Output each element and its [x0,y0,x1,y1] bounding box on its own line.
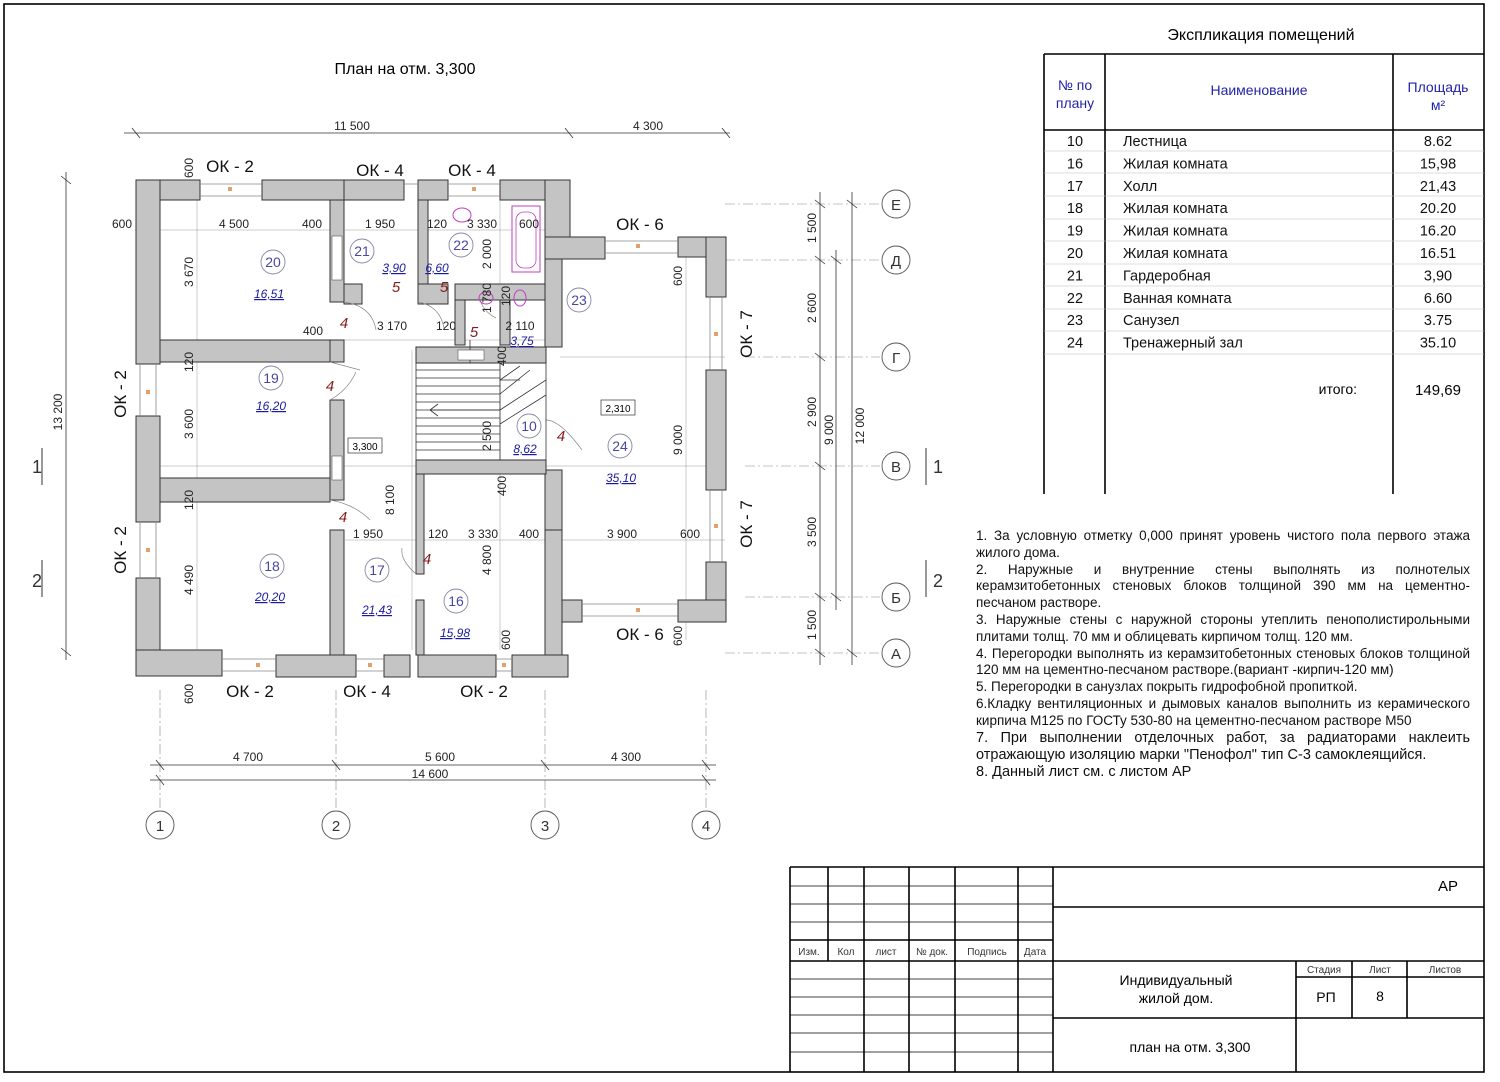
dim-4500: 4 500 [218,217,250,231]
door-mark-4-d: 4 [422,551,432,568]
room-area-24: 35,10 [605,471,637,485]
axis-label-4: 4 [701,818,711,835]
room-area-18: 20,20 [254,590,286,604]
dim-3330-b: 3 330 [467,527,499,541]
level-mark-3300: 3,300 [352,442,378,453]
explication-row-num: 21 [1066,268,1084,285]
axis-label-1: 1 [155,818,165,835]
table-header-num-line2: плану [1055,95,1095,111]
dim-1780: 1 780 [480,282,494,314]
dim-120-v3: 120 [499,285,513,307]
dim-400-c: 400 [518,527,540,541]
explication-row-num: 22 [1066,290,1084,307]
dim-right-9000: 9 000 [822,414,836,446]
door-mark-5-a: 5 [391,279,401,296]
dim-left-13200: 13 200 [51,393,65,431]
explication-row-name: Жилая комната [1123,246,1228,262]
dim-3900: 3 900 [606,527,638,541]
tb-object-line1: Индивидуальный [1119,972,1233,988]
dim-right-12000: 12 000 [853,407,867,445]
dim-3600: 3 600 [182,408,196,440]
explication-title: Экспликация помещений [1167,27,1355,44]
room-num-19: 19 [263,370,279,386]
explication-row-name: Ванная комната [1123,290,1232,307]
dim-120-v2: 120 [182,489,196,511]
room-area-20: 16,51 [253,287,285,301]
dim-120-c: 120 [427,527,449,541]
section-mark-1-left: 1 [31,457,43,477]
door-mark-5-c: 5 [469,324,479,341]
dim-bot-4700: 4 700 [232,750,264,764]
section-mark-2-right: 2 [932,571,944,591]
room-num-18: 18 [264,558,280,574]
dim-8100: 8 100 [383,484,397,516]
tb-sheet-name: план на отм. 3,300 [1129,1039,1251,1055]
explication-row-num: 24 [1066,335,1084,352]
window-label-ok4-top-a: ОК - 4 [356,161,404,180]
tb-col-ndok: № док. [915,947,949,958]
dim-3170: 3 170 [376,319,408,333]
room-num-10: 10 [521,418,537,434]
explication-row-num: 16 [1066,156,1084,173]
tb-stage-label: Стадия [1306,965,1342,976]
dim-600-top: 600 [182,157,196,179]
dim-600-v-bot: 600 [671,625,685,647]
total-label: итого: [1318,381,1357,397]
tb-code: АР [1437,878,1459,895]
room-area-19: 16,20 [255,399,287,413]
explication-row-area: 16.20 [1419,223,1457,240]
room-num-24: 24 [612,438,628,454]
window-label-ok4-bot: ОК - 4 [343,682,391,701]
room-num-20: 20 [265,254,281,270]
dim-top-11500: 11 500 [334,119,370,133]
door-mark-4-e: 4 [556,428,566,445]
explication-row-name: Жилая комната [1123,223,1228,240]
windows [140,184,722,671]
room-area-16: 15,98 [439,626,471,640]
dim-600-c: 600 [679,527,701,541]
room-area-10: 8,62 [513,442,537,456]
dim-120-b: 120 [435,319,457,333]
explication-row-num: 10 [1066,134,1084,150]
dim-600-b: 600 [518,217,540,231]
dim-4800: 4 800 [480,544,494,576]
window-label-ok6-top: ОК - 6 [616,215,664,234]
outer-dim-lines [61,128,857,785]
door-mark-4-b: 4 [325,378,335,395]
explication-row-name: Гардеробная [1123,268,1211,285]
explication-row-num: 20 [1066,246,1084,262]
dim-2000: 2 000 [480,238,494,270]
dim-400-v2: 400 [495,475,509,497]
window-label-ok2-bot-a: ОК - 2 [226,682,274,701]
tb-col-izm: Изм. [798,947,820,958]
dim-right-2900: 2 900 [805,396,819,428]
explication-row-area: 35.10 [1419,335,1457,352]
dim-600-v-top: 600 [671,265,685,287]
tb-sheet-label: Лист [1369,965,1391,976]
explication-row-name: Санузел [1123,313,1180,330]
dim-9000-inner: 9 000 [671,424,685,456]
table-header-area-line1: Площадь [1407,79,1469,95]
room-area-17: 21,43 [361,603,393,617]
note-3: 3. Наружные стены с наружной стороны утеплить пенополистирольными плитами толщ. 70 мм и облицевать кирпичом толщ. 120 мм. [976,611,1470,644]
room-num-17: 17 [369,562,385,578]
dim-2500: 2 500 [480,420,494,452]
dim-2110: 2 110 [505,319,535,333]
total-value: 149,69 [1415,382,1461,399]
axis-label-2: 2 [331,818,341,835]
axis-label-e: Е [890,197,902,214]
dim-right-3500: 3 500 [805,516,819,548]
section-mark-1-right: 1 [932,457,944,477]
window-labels [111,157,756,701]
window-label-ok2-top: ОК - 2 [206,157,254,176]
dim-bot-4300: 4 300 [610,750,642,764]
window-label-ok2-left-a: ОК - 2 [111,370,130,418]
room-area-21: 3,90 [382,261,406,275]
door-mark-4-c: 4 [338,509,348,526]
explication-row-area: 3,90 [1423,268,1453,285]
dim-400-b: 400 [302,324,324,338]
axis-label-a: А [890,646,902,663]
title-block [790,867,1484,1072]
table-header-area-line2: м² [1430,97,1446,113]
tb-sheets-label: Листов [1428,965,1462,976]
plan-title: План на отм. 3,300 [334,61,476,78]
window-label-ok7-b: ОК - 7 [737,500,756,548]
room-num-21: 21 [354,243,370,259]
explication-row-num: 19 [1066,223,1084,240]
dim-3330-a: 3 330 [466,217,498,231]
tb-sheet-no: 8 [1376,988,1384,1004]
axis-label-d: Д [890,253,902,270]
explication-row-area: 15,98 [1419,156,1457,173]
explication-table [1044,27,1484,494]
dim-120-a: 120 [426,217,448,231]
door-mark-5-b: 5 [439,279,449,296]
explication-row-name: Лестница [1123,134,1187,150]
door-mark-4-a: 4 [339,315,349,332]
window-label-ok4-top-b: ОК - 4 [448,161,496,180]
explication-row-area: 8.62 [1423,134,1453,150]
tb-col-list: лист [875,947,897,958]
explication-row-name: Холл [1123,178,1158,195]
note-6: 6.Кладку вентиляционных и дымовых каналов выполнить из керамического кирпича М125 по ГОСТу 530-80 на цементно-песчаном растворе М50 [976,695,1470,728]
axis-label-b: Б [891,590,901,607]
axis-label-v: В [890,459,902,476]
explication-row-name: Тренажерный зал [1123,335,1243,352]
room-num-22: 22 [453,237,469,253]
room-area-22: 6,60 [425,261,449,275]
dim-bot-5600: 5 600 [424,750,456,764]
dim-right-1500b: 1 500 [805,609,819,641]
explication-row-name: Жилая комната [1123,201,1228,218]
dim-4490: 4 490 [182,564,196,596]
general-notes [976,528,1470,781]
dim-right-2600: 2 600 [805,292,819,324]
explication-row-area: 20.20 [1419,201,1457,218]
walls [136,180,726,677]
room-num-23: 23 [571,292,587,308]
tb-col-data: Дата [1023,947,1047,958]
room-area-23: 3,75 [510,334,534,348]
level-mark-2310: 2,310 [605,404,631,415]
note-5: 5. Перегородки в санузлах покрыть гидрофобной пропиткой. [976,679,1358,695]
window-label-ok2-bot-b: ОК - 2 [460,682,508,701]
explication-row-area: 6.60 [1423,290,1453,307]
explication-row-area: 21,43 [1419,178,1457,195]
note-1: 1. За условную отметку 0,000 принят уровень чистого пола первого этажа жилого дома. [976,528,1470,560]
axis-label-3: 3 [540,818,550,835]
room-num-16: 16 [448,593,464,609]
dim-1950-a: 1 950 [364,217,396,231]
dim-bot-14600: 14 600 [411,767,449,781]
dim-1950-b: 1 950 [352,527,384,541]
explication-row-num: 23 [1066,313,1084,330]
window-label-ok2-left-b: ОК - 2 [111,526,130,574]
explication-row-name: Жилая комната [1123,156,1228,173]
window-label-ok6-bot: ОК - 6 [616,625,664,644]
window-sill-marks [146,187,718,667]
dim-top-4300: 4 300 [632,119,664,133]
dim-3670: 3 670 [182,256,196,288]
tb-object-line2: жилой дом. [1138,990,1214,1006]
section-mark-2-left: 2 [31,571,43,591]
tb-stage: РП [1316,989,1336,1005]
dim-600-left: 600 [111,217,133,231]
dim-120-v1: 120 [182,351,196,373]
tb-col-kol: Кол [837,947,855,958]
tb-col-podpis: Подпись [967,947,1007,958]
note-7: 7. При выполнении отделочных работ, за радиаторами наклеить отражающую изоляцию марки "Пенофол" тип С-3 самоклеящийся. [976,729,1470,763]
dim-600-v-bot2: 600 [499,629,513,651]
dim-600-bot: 600 [182,683,196,705]
window-label-ok7-a: ОК - 7 [737,310,756,358]
axis-label-g: Г [891,350,901,367]
table-header-name: Наименование [1210,82,1308,98]
explication-row-area: 3.75 [1423,313,1453,330]
dim-400-v1: 400 [495,345,509,367]
dim-400-a: 400 [301,217,323,231]
explication-row-num: 18 [1066,201,1084,218]
table-header-num-line1: № по [1057,77,1093,93]
note-4: 4. Перегородки выполнять из керамзитобетонных стеновых блоков толщиной 120 мм на цементно-песчаном растворе.(вариант -кирпич-120 мм) [976,645,1470,678]
explication-row-area: 16.51 [1419,246,1457,262]
note-2: 2. Наружные и внутренние стены выполнять из полнотелых керамзитобетонных стеновых блоков толщиной 390 мм на цементно-песчаном растворе. [976,561,1470,611]
explication-row-num: 17 [1066,178,1084,195]
note-8: 8. Данный лист см. с листом АР [976,763,1192,780]
dim-right-1500a: 1 500 [805,212,819,244]
